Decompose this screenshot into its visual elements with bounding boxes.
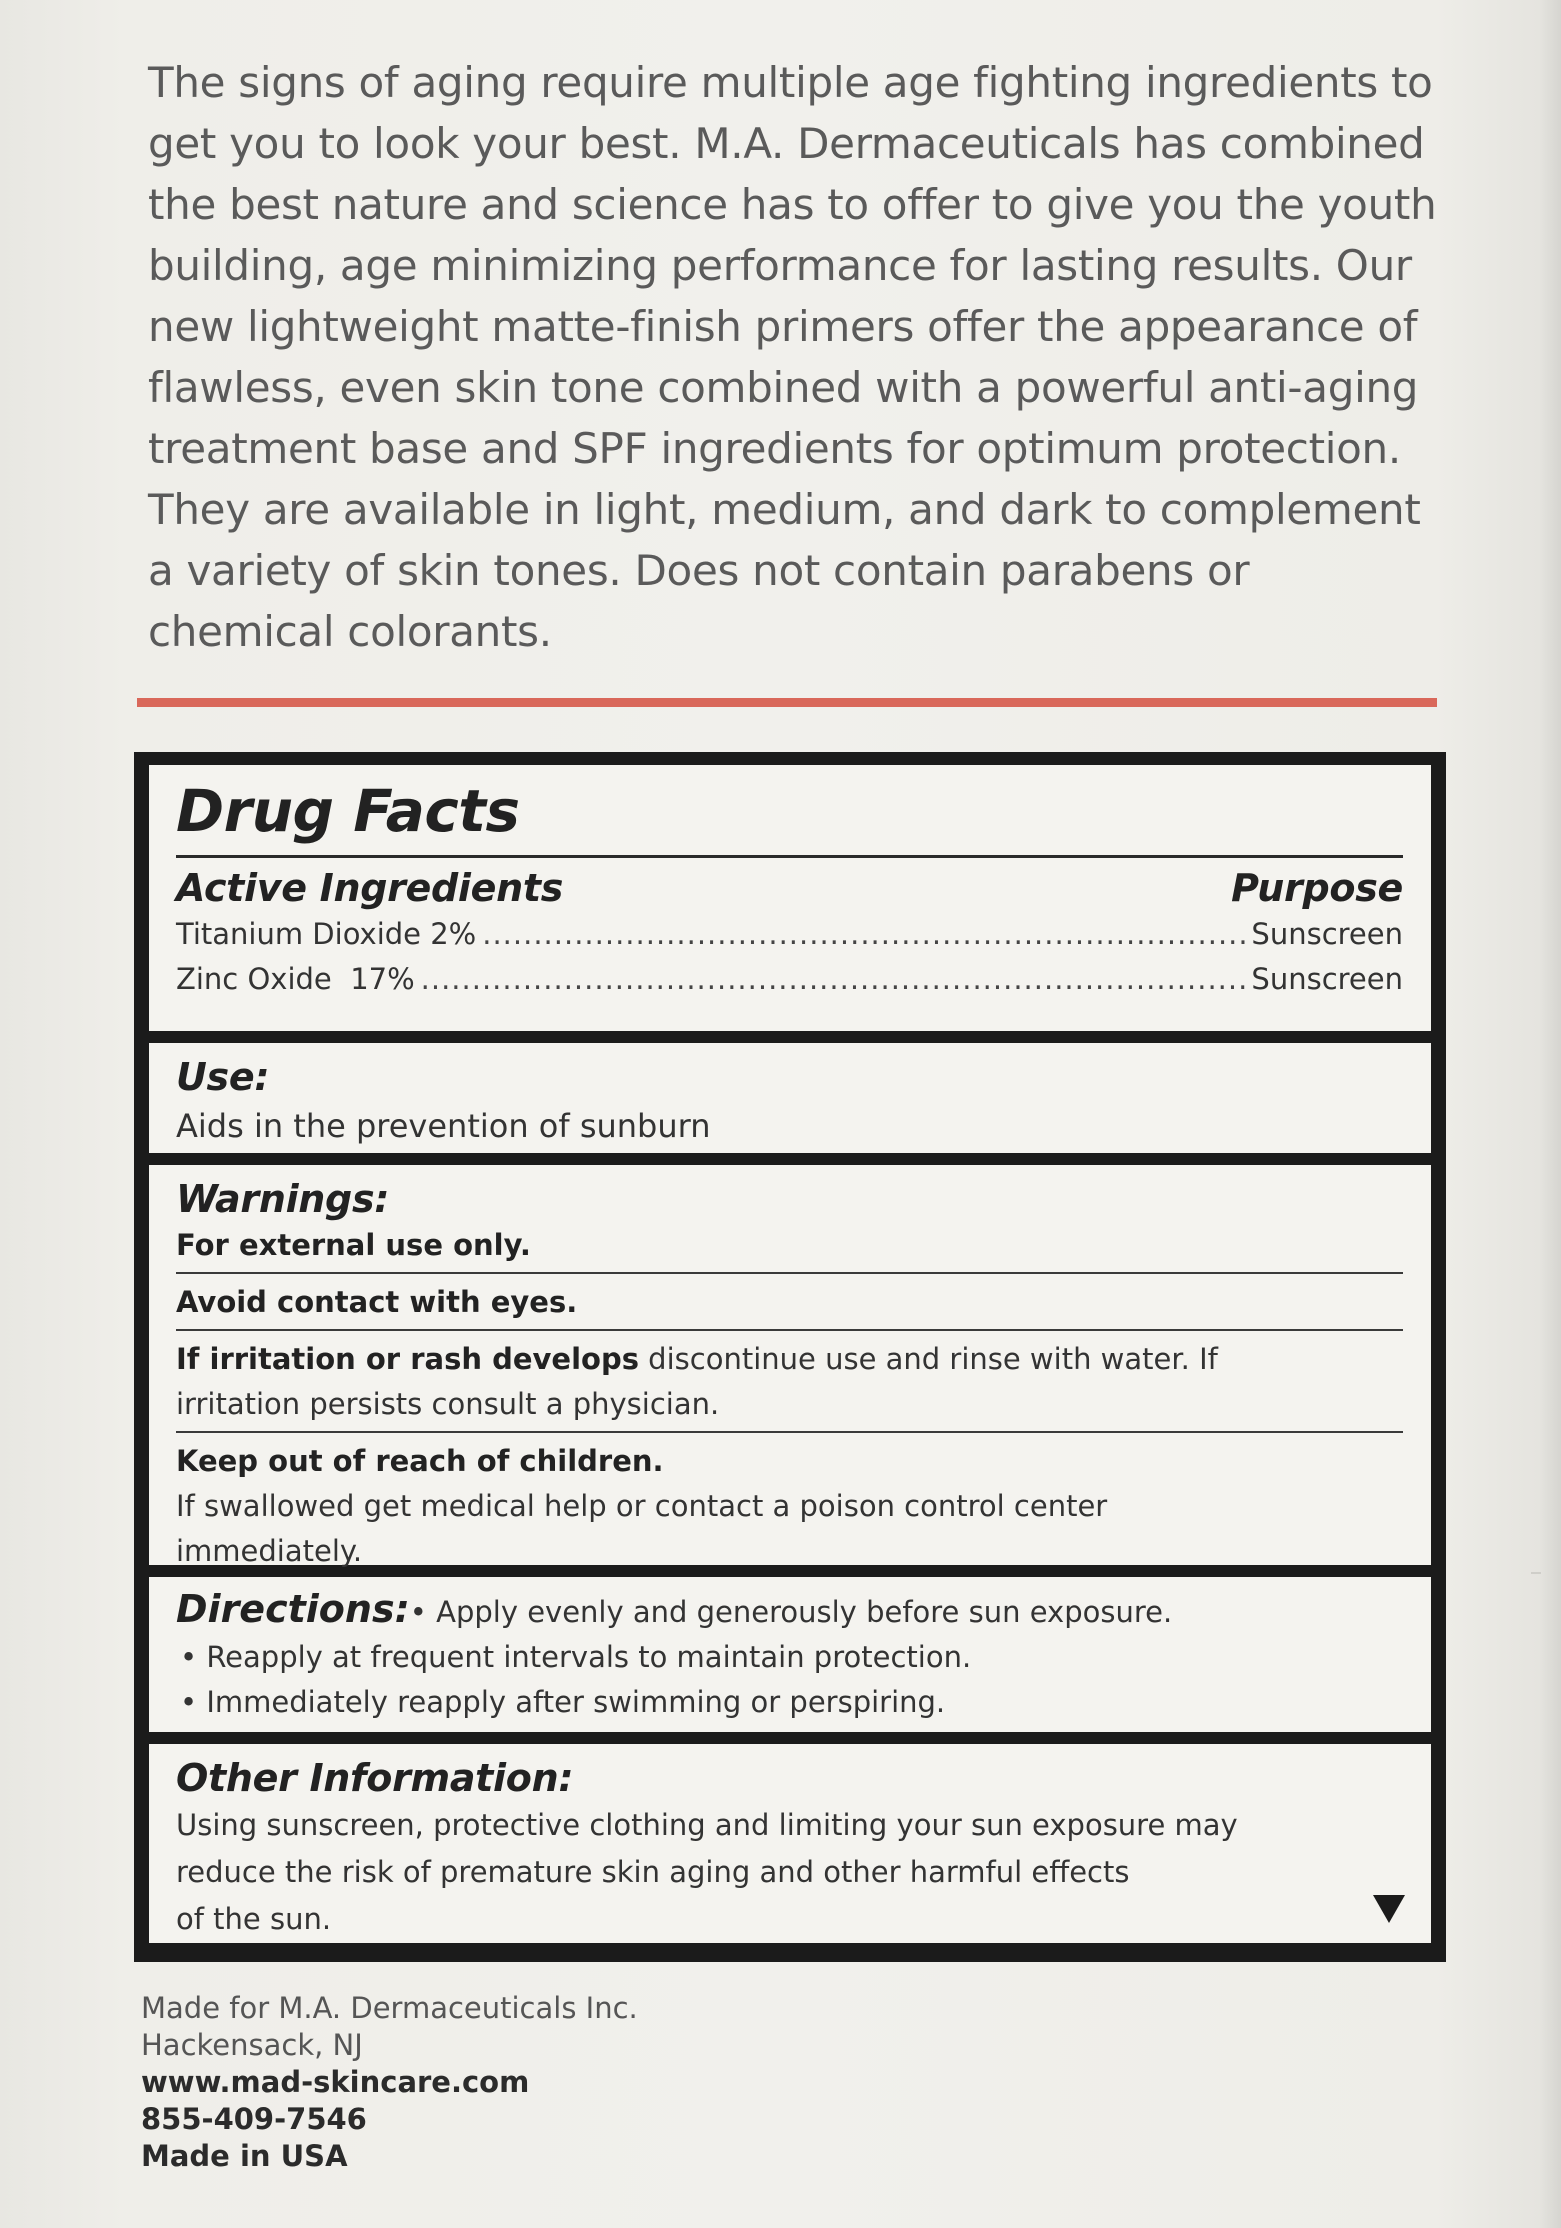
ingredient-purpose: Sunscreen — [1251, 917, 1403, 951]
active-ingredients-panel — [149, 765, 1431, 1031]
accent-divider — [137, 698, 1437, 707]
dot-leader — [482, 912, 1245, 957]
ingredient-row — [176, 912, 1403, 957]
active-ingredients-heading: Active Ingredients — [176, 866, 564, 910]
title-divider — [176, 855, 1403, 858]
crease-mark — [1531, 1572, 1541, 1574]
description-line: get you to look your best. M.A. Dermaceuticals has combined — [148, 119, 1425, 168]
warning-irritation — [176, 1337, 1403, 1433]
directions-line — [176, 1577, 1403, 1635]
phone-number: 855-409-7546 — [141, 2102, 367, 2136]
drug-facts-box — [134, 752, 1446, 1962]
direction-item: • Immediately reapply after swimming or perspiring. — [180, 1685, 946, 1719]
direction-item: • Apply evenly and generously before sun exposure. — [409, 1595, 1173, 1629]
dot-leader — [421, 957, 1246, 1002]
use-text: Aids in the prevention of sunburn — [176, 1107, 711, 1145]
warning-children-text-2: immediately. — [176, 1534, 363, 1568]
directions-heading: Directions: — [176, 1587, 410, 1631]
warning-irritation-text: discontinue use and rinse with water. If — [638, 1342, 1218, 1376]
description-line: a variety of skin tones. Does not contain parabens or — [148, 546, 1250, 595]
other-info-line: of the sun. — [176, 1902, 332, 1936]
other-information-heading: Other Information: — [176, 1756, 574, 1800]
description-line: treatment base and SPF ingredients for optimum protection. — [148, 424, 1401, 473]
product-description — [148, 52, 1448, 662]
directions-panel — [149, 1577, 1431, 1732]
warnings-panel — [149, 1165, 1431, 1568]
manufacturer-info — [141, 1990, 638, 2175]
description-line: new lightweight matte-finish primers offer the appearance of — [148, 302, 1418, 351]
description-line: building, age minimizing performance for lasting results. Our — [148, 241, 1412, 290]
warnings-heading: Warnings: — [176, 1177, 390, 1221]
description-line: chemical colorants. — [148, 607, 552, 656]
use-heading: Use: — [176, 1055, 270, 1099]
description-line: the best nature and science has to offer to give you the youth — [148, 180, 1437, 229]
origin-line: Made in USA — [141, 2139, 348, 2173]
ingredient-name: Titanium Dioxide 2% — [176, 917, 477, 951]
description-line: They are available in light, medium, and dark to complement — [148, 485, 1421, 534]
description-line: The signs of aging require multiple age fighting ingredients to — [148, 58, 1433, 107]
ingredient-purpose: Sunscreen — [1251, 962, 1403, 996]
ingredients-header-row — [176, 864, 1403, 912]
warning-children — [176, 1439, 1403, 1578]
description-line: flawless, even skin tone combined with a powerful anti-aging — [148, 363, 1419, 412]
made-for-line: Made for M.A. Dermaceuticals Inc. — [141, 1991, 638, 2025]
down-triangle-icon — [1373, 1895, 1405, 1923]
ingredient-name: Zinc Oxide 17% — [176, 962, 415, 996]
box-edge-shadow — [1539, 0, 1561, 2228]
website-link[interactable]: www.mad-skincare.com — [141, 2065, 530, 2099]
drug-facts-title: Drug Facts — [176, 777, 520, 845]
other-info-line: reduce the risk of premature skin aging and other harmful effects — [176, 1855, 1130, 1889]
warning-irritation-bold: If irritation or rash develops — [176, 1342, 639, 1376]
warning-children-bold: Keep out of reach of children. — [176, 1444, 664, 1478]
purpose-heading: Purpose — [1231, 866, 1403, 910]
warning-irritation-text-2: irritation persists consult a physician. — [176, 1387, 720, 1421]
warning-external-use: For external use only. — [176, 1223, 1403, 1274]
other-information-panel — [149, 1744, 1431, 1943]
city-line: Hackensack, NJ — [141, 2028, 363, 2062]
ingredient-row — [176, 957, 1403, 1002]
direction-item: • Reapply at frequent intervals to maintain protection. — [180, 1640, 972, 1674]
use-panel — [149, 1043, 1431, 1153]
warning-children-text: If swallowed get medical help or contact a poison control center — [176, 1489, 1108, 1523]
other-info-line: Using sunscreen, protective clothing and limiting your sun exposure may — [176, 1808, 1238, 1842]
warning-eyes: Avoid contact with eyes. — [176, 1280, 1403, 1331]
